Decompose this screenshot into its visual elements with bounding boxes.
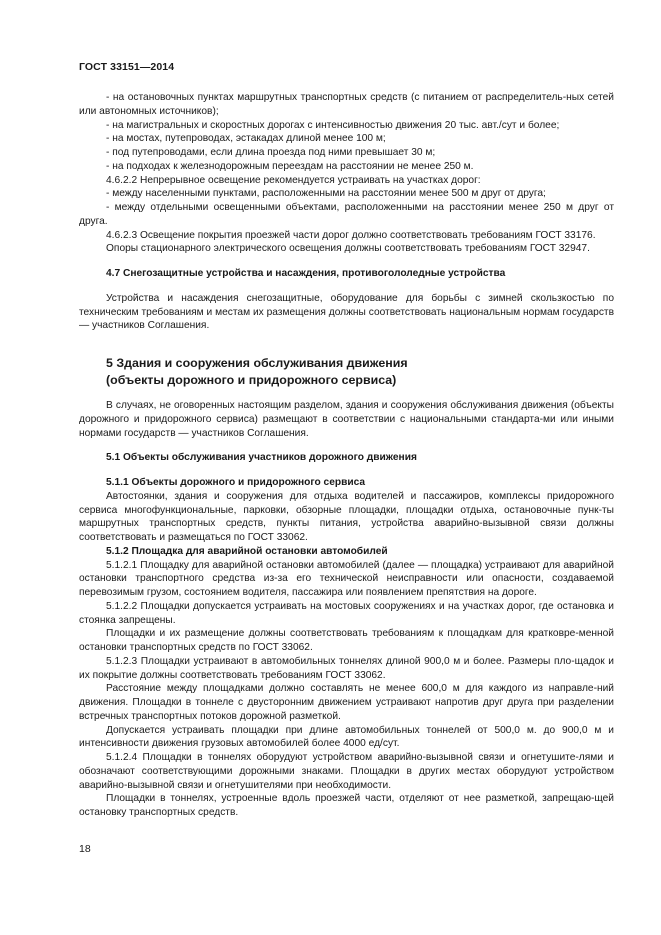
section-title-line: 5 Здания и сооружения обслуживания движения bbox=[106, 356, 408, 370]
paragraph: Площадки и их размещение должны соответствовать требованиям к площадкам для кратковре-менной остановки транспортных средств по ГОСТ 33062. bbox=[79, 628, 614, 653]
paragraph: В случаях, не оговоренных настоящим разделом, здания и сооружения обслуживания движения (объекты дорожного и придорожного сервиса) размещают в соответствии с национальными стандарта-ми или иными нормами государств — участников Соглашения. bbox=[79, 400, 614, 439]
clause-4-6-2-2: 4.6.2.2 Непрерывное освещение рекомендуется устраивать на участках дорог: bbox=[106, 174, 481, 186]
clause-5-1-2-2: 5.1.2.2 Площадки допускается устраивать на мостовых сооружениях и на участках дорог, где остановка и стоянка запрещены. bbox=[79, 600, 614, 626]
document-body bbox=[79, 91, 614, 820]
paragraph: Устройства и насаждения снегозащитные, оборудование для борьбы с зимней скользкостью по техническим требованиям и местам их размещения должны соответствовать национальным нормам государств — участников Соглашения. bbox=[79, 292, 614, 332]
list-item: - под путепроводами, если длина проезда под ними превышает 30 м; bbox=[106, 147, 436, 158]
list-item: - между населенными пунктами, расположенными на расстоянии менее 500 м друг от друга; bbox=[106, 188, 546, 200]
page-number: 18 bbox=[79, 843, 91, 855]
subsection-heading-5-1: 5.1 Объекты обслуживания участников дорожного движения bbox=[106, 452, 417, 464]
clause-5-1-2-3: 5.1.2.3 Площадки устраивают в автомобильных тоннелях длиной 900,0 м и более. Размеры пло-щадок и их покрытие должны соответствовать требованиям ГОСТ 33062. bbox=[79, 655, 614, 681]
section-5-heading bbox=[79, 355, 614, 388]
subsection-heading-5-1-2: 5.1.2 Площадка для аварийной остановки автомобилей bbox=[106, 545, 388, 557]
paragraph: Площадки в тоннелях, устроенные вдоль проезжей части, отделяют от нее разметкой, запрещаю-щей остановку транспортных средств. bbox=[79, 793, 614, 818]
section-title-line: (объекты дорожного и придорожного сервиса) bbox=[106, 372, 397, 387]
list-item: - между отдельными освещенными объектами, расположенными на расстоянии менее 250 м друг от друга. bbox=[79, 202, 614, 227]
subsection-heading-4-7: 4.7 Снегозащитные устройства и насаждения, противогололедные устройства bbox=[106, 268, 506, 279]
subsection-heading-5-1-1: 5.1.1 Объекты дорожного и придорожного сервиса bbox=[106, 477, 366, 488]
list-item: - на подходах к железнодорожным переездам на расстоянии не менее 250 м. bbox=[106, 160, 474, 172]
list-item: - на магистральных и скоростных дорогах с интенсивностью движения 20 тыс. авт./сут и более; bbox=[106, 119, 560, 131]
paragraph: Автостоянки, здания и сооружения для отдыха водителей и пассажиров, комплексы придорожного сервиса многофункциональные, парковки, обзорные площадки, площадки отдыха, остановочные пунк-ты маршрутных транспортных средств, пункты питания, устройства аварийно-вызывной связи должны соответствовать и размещаться по ГОСТ 33062. bbox=[79, 490, 614, 543]
clause-4-6-2-3: 4.6.2.3 Освещение покрытия проезжей части дорог должно соответствовать требованиям ГОСТ 33176. bbox=[106, 229, 596, 241]
paragraph: Опоры стационарного электрического освещения должны соответствовать требованиям ГОСТ 32947. bbox=[106, 243, 590, 255]
document-code-header: ГОСТ 33151—2014 bbox=[79, 61, 175, 73]
clause-5-1-2-4: 5.1.2.4 Площадки в тоннелях оборудуют устройством аварийно-вызывной связи и огнетушите-лями и обозначают соответствующими дорожными знаками. Площадки в других местах оборудуют устройством аварийно-вызывной связи и огнетушителями при необходимости. bbox=[79, 752, 614, 791]
list-item: - на остановочных пунктах маршрутных транспортных средств (с питанием от распределитель-ных сетей или автономных источников); bbox=[79, 92, 614, 117]
clause-5-1-2-1: 5.1.2.1 Площадку для аварийной остановки автомобилей (далее — площадка) устраивают для аварийной остановки транспортного средства из-за его технической неисправности или опасности, создаваемой перевозимым грузом, состоянием водителя, пассажира или появлением препятствия на дороге. bbox=[79, 559, 614, 598]
list-item: - на мостах, путепроводах, эстакадах длиной менее 100 м; bbox=[106, 133, 386, 145]
paragraph: Расстояние между площадками должно составлять не менее 600,0 м для каждого из направле-ний движения. Площадки в тоннеле с двусторонним движением устраивают напротив друг друга при разделении встречных транспортных потоков дорожной разметкой. bbox=[79, 683, 614, 722]
paragraph: Допускается устраивать площадки при длине автомобильных тоннелей от 500,0 м. до 900,0 м и интенсивности движения грузовых автомобилей более 4000 ед/сут. bbox=[79, 724, 614, 750]
